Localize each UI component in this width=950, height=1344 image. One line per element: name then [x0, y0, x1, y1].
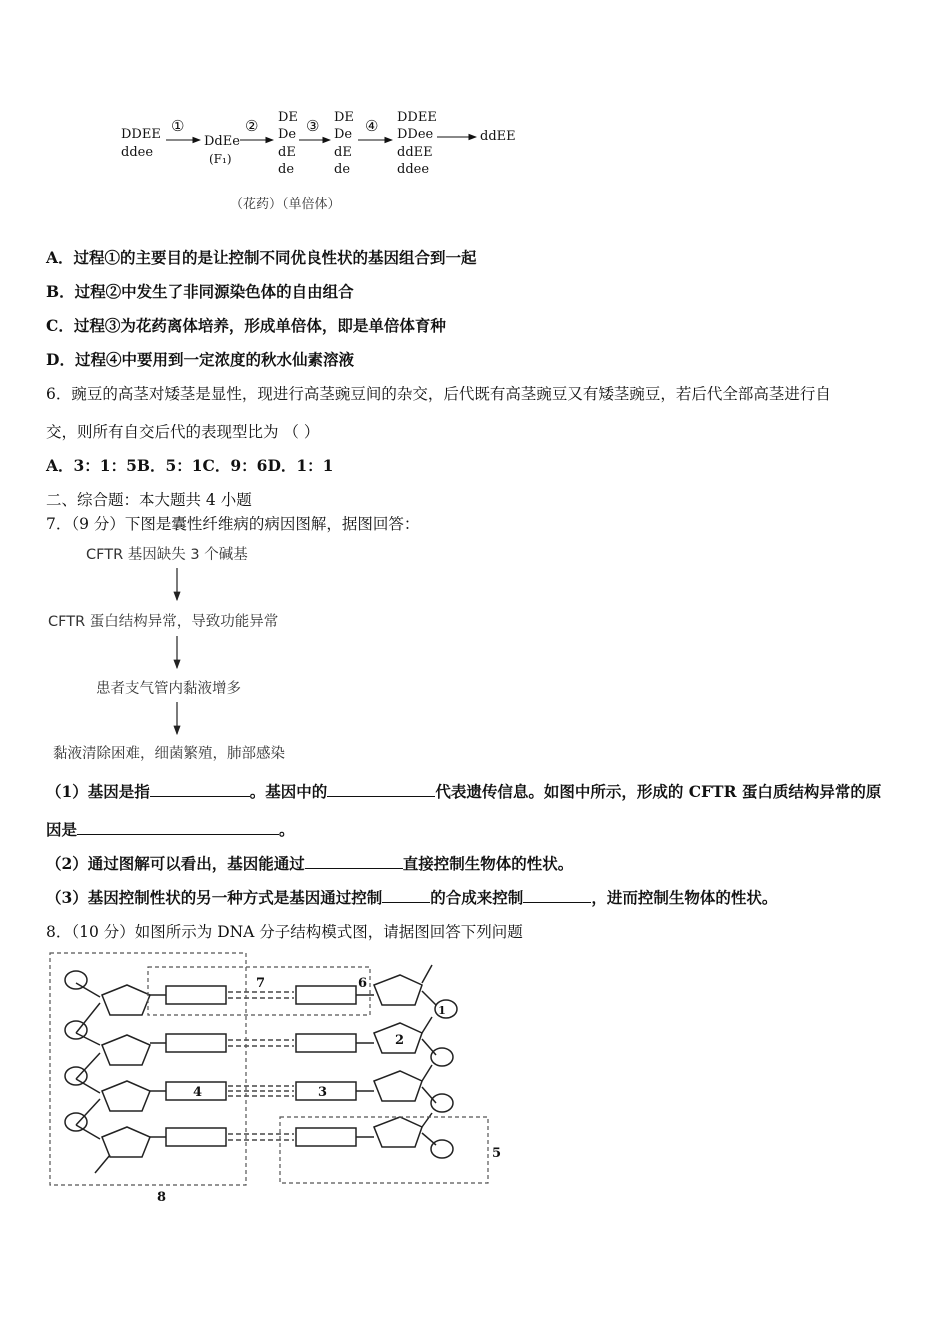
- q5-option-a: A．过程①的主要目的是让控制不同优良性状的基因组合到一起: [46, 248, 477, 267]
- parent-bottom: ddee: [121, 145, 154, 160]
- left-base-4: [166, 1128, 226, 1146]
- haploid-2: De: [334, 127, 353, 142]
- box-5: [280, 1117, 488, 1183]
- q5-option-b: B．过程②中发生了非同源染色体的自由组合: [46, 282, 354, 301]
- f1-label: (F₁): [209, 152, 232, 166]
- right-sugar-1: [374, 975, 422, 1005]
- haploid-1: DE: [334, 110, 354, 125]
- left-phosphate-1: [65, 971, 87, 989]
- flow-step-2: CFTR 蛋白结构异常，导致功能异常: [48, 614, 279, 630]
- q7-part3: [46, 886, 777, 908]
- step-3-label: ③: [306, 117, 320, 135]
- label-7: 7: [256, 976, 266, 991]
- q8-stem: 8．（10 分）如图所示为 DNA 分子结构模式图，请据图回答下列问题: [46, 923, 523, 941]
- right-phosphate-4: [431, 1140, 453, 1158]
- q7-p3-blank-1[interactable]: [382, 888, 430, 903]
- left-sugar-1: [102, 985, 150, 1015]
- left-sugar-4: [102, 1127, 150, 1157]
- right-sugar-3: [374, 1071, 422, 1101]
- label-4: 4: [193, 1085, 203, 1100]
- box-7: [148, 967, 370, 1015]
- q7-p1-blank-1[interactable]: [150, 782, 250, 797]
- left-phosphate-3: [65, 1067, 87, 1085]
- dna-structure-diagram: [40, 945, 520, 1215]
- parent-top: DDEE: [121, 127, 161, 142]
- right-phosphate-2: [431, 1048, 453, 1066]
- result-genotype: ddEE: [480, 129, 516, 144]
- label-6: 6: [358, 976, 368, 991]
- q7-p2-text-b: 直接控制生物体的性状。: [402, 854, 574, 873]
- gamete-3: dE: [278, 145, 296, 160]
- diagram-caption: （花药）（单倍体）: [230, 197, 341, 212]
- right-base-1: [296, 986, 356, 1004]
- left-phosphate-2: [65, 1021, 87, 1039]
- diploid-3: ddEE: [397, 145, 433, 160]
- left-base-1: [166, 986, 226, 1004]
- q7-part2: [46, 852, 573, 874]
- left-sugar-3: [102, 1081, 150, 1111]
- q7-p1-text-d: 因是: [46, 820, 78, 839]
- q6-stem-line1: 6．豌豆的高茎对矮茎是显性，现进行高茎豌豆间的杂交，后代既有高茎豌豆又有矮茎豌豆，若后代全部高茎进行自: [46, 385, 831, 403]
- left-sugar-2: [102, 1035, 150, 1065]
- q7-p2-text-a: （2）通过图解可以看出，基因能通过: [46, 854, 305, 873]
- step-2-label: ②: [245, 117, 259, 135]
- flow-step-1: CFTR 基因缺失 3 个碱基: [86, 547, 248, 563]
- right-phosphate-3: [431, 1094, 453, 1112]
- section-2-title: 二、综合题：本大题共 4 小题: [46, 491, 252, 509]
- diploid-1: DDEE: [397, 110, 437, 125]
- flow-step-3: 患者支气管内黏液增多: [96, 681, 241, 697]
- q7-p2-blank[interactable]: [305, 854, 403, 869]
- right-base-2: [296, 1034, 356, 1052]
- q7-p3-text-a: （3）基因控制性状的另一种方式是基因通过控制: [46, 888, 383, 907]
- diploid-4: ddee: [397, 162, 430, 177]
- q7-p1-text-c: 代表遗传信息。如图中所示，形成的 CFTR 蛋白质结构异常的原: [435, 782, 882, 801]
- label-3: 3: [318, 1085, 328, 1100]
- q7-p1-blank-3[interactable]: [77, 820, 279, 835]
- q5-option-d: D．过程④中要用到一定浓度的秋水仙素溶液: [46, 350, 354, 369]
- q7-p3-text-c: ，进而控制生物体的性状。: [591, 888, 778, 907]
- q6-stem-line2: 交，则所有自交后代的表现型比为 （ ）: [46, 423, 320, 441]
- gamete-4: de: [278, 162, 295, 177]
- q7-p1-text-b: 。基因中的: [249, 782, 328, 801]
- label-2: 2: [395, 1033, 405, 1048]
- q7-p1-blank-2[interactable]: [327, 782, 435, 797]
- flow-step-4: 黏液清除困难，细菌繁殖，肺部感染: [53, 746, 285, 762]
- step-1-label: ①: [171, 117, 185, 135]
- haploid-4: de: [334, 162, 351, 177]
- label-5: 5: [492, 1146, 502, 1161]
- q7-p1-text-a: （1）基因是指: [46, 782, 150, 801]
- q6-options: A．3：1：5B．5：1C．9：6D．1：1: [46, 456, 334, 475]
- flow-arrows: [160, 560, 200, 750]
- gamete-1: DE: [278, 110, 298, 125]
- label-8: 8: [157, 1190, 167, 1205]
- right-sugar-4: [374, 1117, 422, 1147]
- q7-part1-line1: [46, 780, 881, 802]
- q7-stem: 7．（9 分）下图是囊性纤维病的病因图解，据图回答：: [46, 515, 420, 533]
- q7-part1-line2: [46, 818, 295, 840]
- q7-p1-text-e: 。: [279, 820, 295, 839]
- left-phosphate-4: [65, 1113, 87, 1131]
- left-base-2: [166, 1034, 226, 1052]
- breeding-arrows: [0, 0, 540, 220]
- q7-p3-blank-2[interactable]: [523, 888, 591, 903]
- diploid-2: DDee: [397, 127, 434, 142]
- step-4-label: ④: [365, 117, 379, 135]
- f1-genotype: DdEe: [204, 134, 240, 149]
- q5-option-c: C．过程③为花药离体培养，形成单倍体，即是单倍体育种: [46, 316, 446, 335]
- right-base-4: [296, 1128, 356, 1146]
- gamete-2: De: [278, 127, 297, 142]
- label-1: 1: [438, 1004, 446, 1017]
- haploid-3: dE: [334, 145, 352, 160]
- q7-p3-text-b: 的合成来控制: [430, 888, 524, 907]
